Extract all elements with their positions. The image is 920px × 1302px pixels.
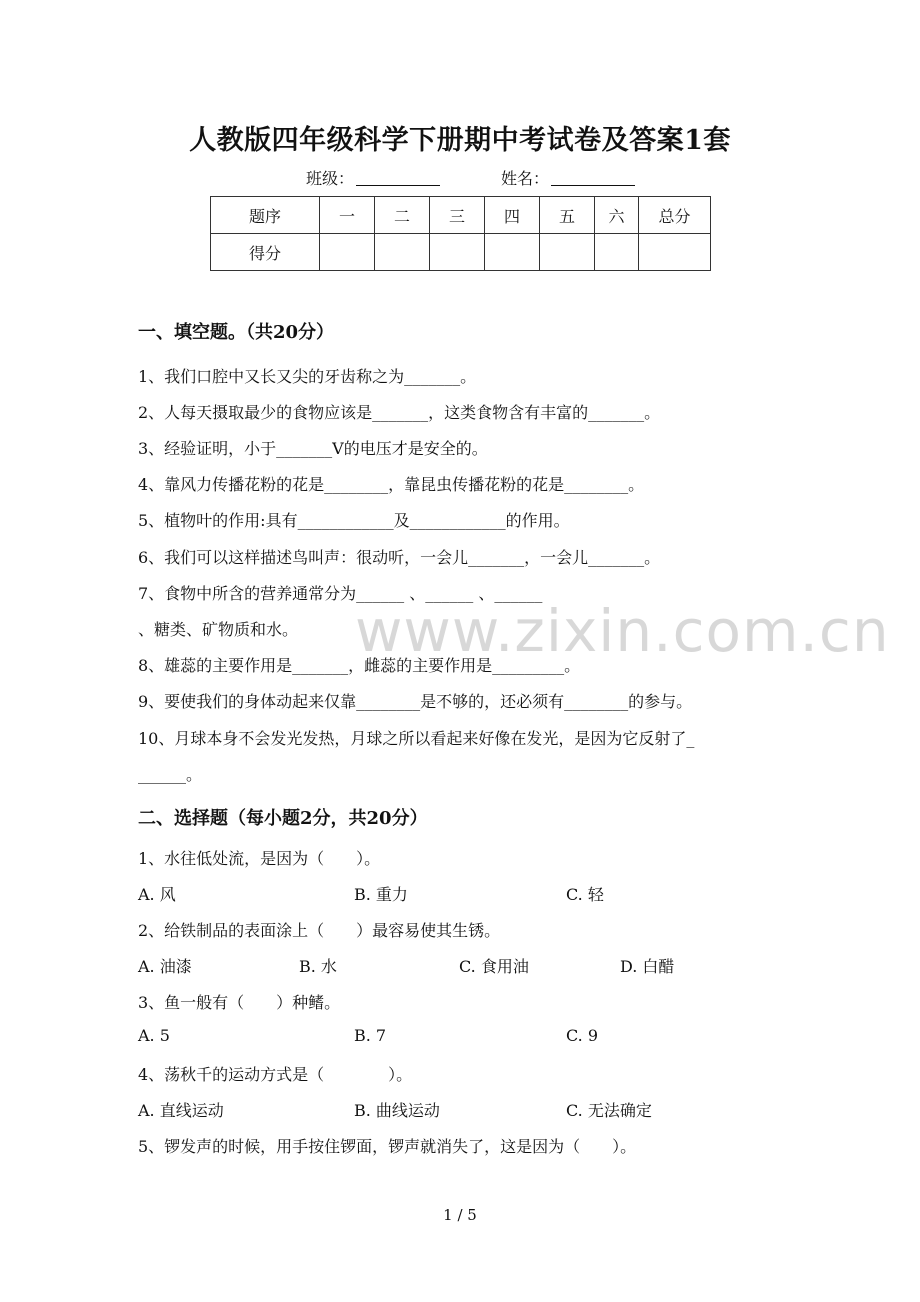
class-field: [306, 166, 440, 189]
header-cell: 三: [430, 197, 485, 234]
option[interactable]: A. 5: [138, 1026, 170, 1045]
header-cell: 题序: [211, 197, 320, 234]
question-3: 3、鱼一般有（ ）种鳍。: [138, 993, 341, 1012]
score-table: [210, 196, 711, 271]
question-line: 10、月球本身不会发光发热，月球之所以看起来好像在发光，是因为它反射了_: [138, 729, 695, 748]
score-cell[interactable]: [430, 234, 485, 271]
name-blank[interactable]: [551, 169, 635, 186]
option[interactable]: C. 食用油: [459, 957, 529, 976]
score-cell[interactable]: [595, 234, 639, 271]
question-line: 8、雄蕊的主要作用是_______，雌蕊的主要作用是_________。: [138, 656, 581, 675]
question-line: 6、我们可以这样描述鸟叫声：很动听，一会儿_______，一会儿_______。: [138, 548, 661, 567]
class-blank[interactable]: [356, 169, 440, 186]
header-cell: 六: [595, 197, 639, 234]
option[interactable]: B. 水: [299, 957, 337, 976]
section-1-heading: 一、填空题。（共20分）: [138, 322, 335, 343]
question-line: 5、植物叶的作用:具有____________及____________的作用。: [138, 511, 570, 530]
name-field: [501, 166, 635, 189]
score-cell[interactable]: [639, 234, 711, 271]
header-cell: 一: [320, 197, 375, 234]
question-line: 9、要使我们的身体动起来仅靠________是不够的，还必须有________的参与。: [138, 692, 693, 711]
page-number: 1 / 5: [443, 1206, 477, 1224]
exam-title: 人教版四年级科学下册期中考试卷及答案1套: [189, 125, 731, 156]
score-cell[interactable]: [375, 234, 430, 271]
question-line: 4、靠风力传播花粉的花是________，靠昆虫传播花粉的花是________。: [138, 475, 645, 494]
header-cell: 二: [375, 197, 430, 234]
question-line: 2、人每天摄取最少的食物应该是_______，这类食物含有丰富的_______。: [138, 403, 661, 422]
option[interactable]: C. 9: [566, 1026, 599, 1045]
question-line: ______。: [138, 765, 203, 784]
question-line: 7、食物中所含的营养通常分为______ 、______ 、______: [138, 584, 543, 603]
question-2: 2、给铁制品的表面涂上（ ）最容易使其生锈。: [138, 921, 501, 940]
option[interactable]: B. 7: [354, 1026, 387, 1045]
question-line: 3、经验证明，小于_______V的电压才是安全的。: [138, 439, 488, 458]
name-label: 姓名：: [501, 169, 550, 188]
watermark: www.zixin.com.cn: [355, 597, 890, 665]
question-4: 4、荡秋千的运动方式是（ ）。: [138, 1065, 413, 1084]
header-cell: 四: [485, 197, 540, 234]
option[interactable]: A. 风: [138, 885, 176, 904]
question-5: 5、锣发声的时候，用手按住锣面，锣声就消失了，这是因为（ ）。: [138, 1137, 637, 1156]
option[interactable]: D. 白醋: [620, 957, 675, 976]
score-row: [211, 234, 711, 271]
option[interactable]: C. 轻: [566, 885, 604, 904]
question-1: 1、水往低处流，是因为（ ）。: [138, 849, 381, 868]
score-cell[interactable]: [485, 234, 540, 271]
header-cell: 五: [540, 197, 595, 234]
score-header-row: [211, 197, 711, 234]
header-cell: 总分: [639, 197, 711, 234]
option[interactable]: B. 曲线运动: [354, 1101, 440, 1120]
score-cell[interactable]: [320, 234, 375, 271]
option[interactable]: C. 无法确定: [566, 1101, 652, 1120]
section-2-heading: 二、选择题（每小题2分，共20分）: [138, 808, 428, 829]
option[interactable]: A. 直线运动: [138, 1101, 224, 1120]
question-line: 1、我们口腔中又长又尖的牙齿称之为_______。: [138, 367, 477, 386]
class-label: 班级：: [306, 169, 355, 188]
option[interactable]: B. 重力: [354, 885, 408, 904]
question-line: 、糖类、矿物质和水。: [138, 620, 299, 639]
score-row-label: 得分: [211, 234, 320, 271]
score-cell[interactable]: [540, 234, 595, 271]
option[interactable]: A. 油漆: [138, 957, 192, 976]
